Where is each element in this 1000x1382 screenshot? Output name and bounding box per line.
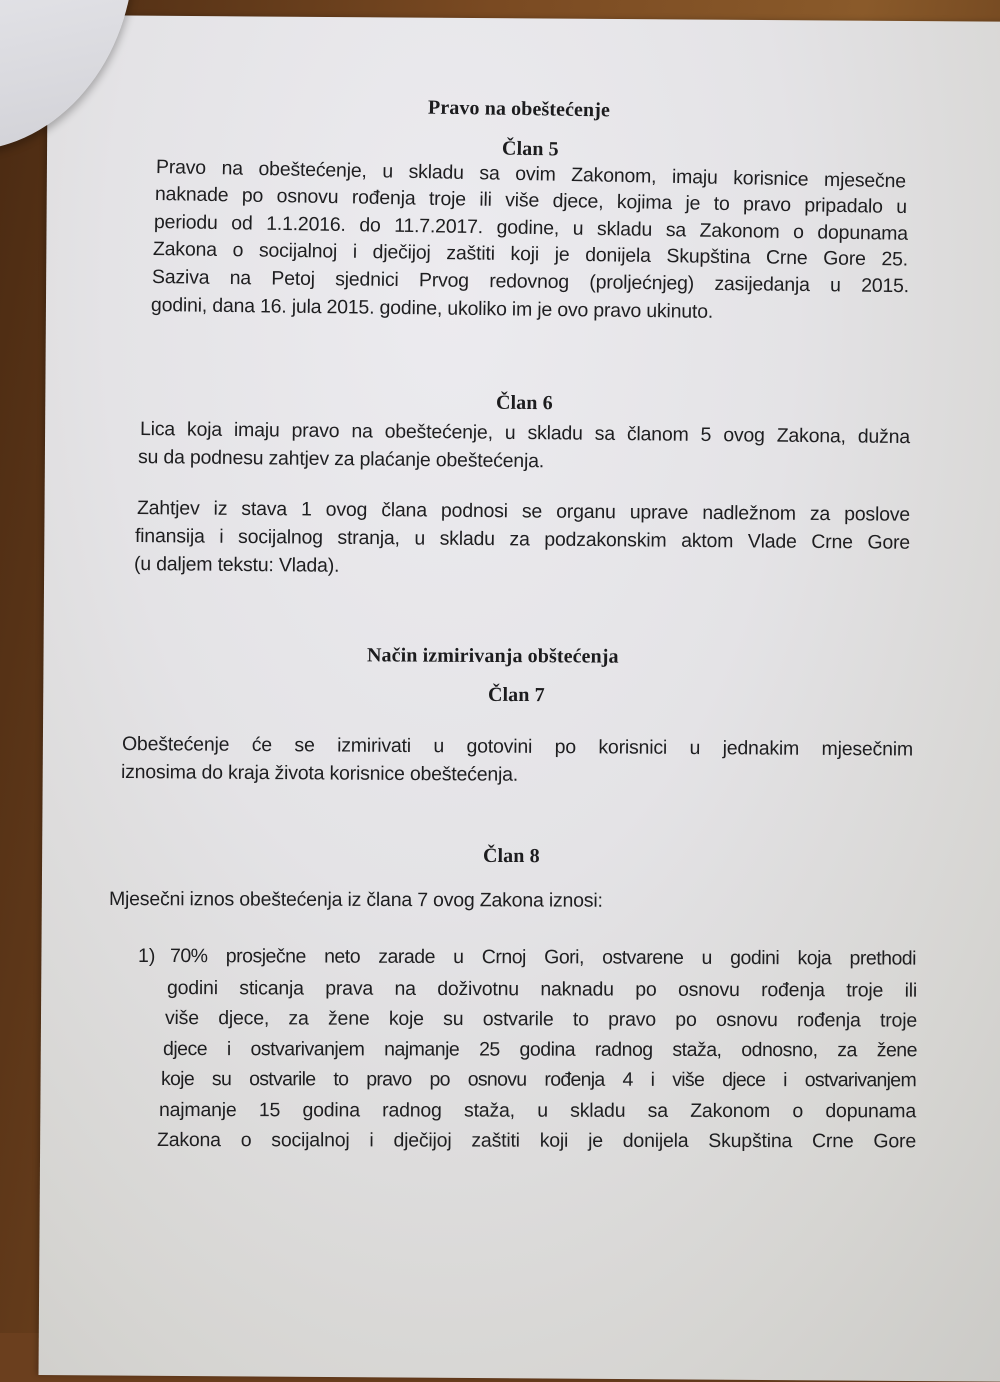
article-5-line: periodu od 1.1.2016. do 11.7.2017. godine, u skladu sa Zakonom o dopunama [153,211,909,245]
article-8-item-1-line: 70% prosječne neto zarade u Crnoj Gori, ostvarene u godini koja prethodi [169,945,917,970]
article-5-line: Zakona o socijalnoj i dječijoj zaštiti koji je donijela Skupština Crne Gore 25. [152,238,909,271]
article-5-line: Pravo na obeštećenje, u skladu sa ovim Zakonom, imaju korisnice mjesečne [155,156,907,193]
article-5-line: Saziva na Petoj sjednici Prvog redovnog (proljećnjeg) zasijedanja u 2015. [151,266,910,298]
article-5-line: naknade po osnovu rođenja troje ili više djece, kojima je to pravo pripadalo u [154,183,908,219]
article-7-title: Član 7 [487,683,545,707]
article-8-item-1-line: Zakona o socijalnoj i dječijoj zaštiti koji je donijela Skupština Crne Gore [156,1129,917,1153]
article-8-item-number: 1) [138,945,156,967]
article-8-item-1-line: koje su ostvarile to pravo po osnovu rođenja 4 i više djece i ostvarivanjem [160,1068,917,1092]
article-6-title: Član 6 [495,391,553,415]
article-7-line: Obeštećenje će se izmirivati u gotovini po korisnici u jednakim mjesečnim [121,733,914,761]
section-title-pravo-na-obestecenje: Pravo na obeštećenje [427,96,611,122]
article-6-paragraph-2-line: (u daljem tekstu: Vlada). [133,553,340,577]
section-title-nacin-izmirivanja: Način izmirivanja obštećenja [366,644,619,668]
article-5-title: Član 5 [501,137,559,161]
article-6-paragraph-1-line: su da podnesu zahtjev za plaćanje obeštećenja. [137,446,545,473]
article-8-item-1-line: najmanje 15 godina radnog staža, u skladu sa Zakonom o dopunama [158,1099,917,1123]
article-6-paragraph-1-line: Lica koja imaju pravo na obeštećenje, u skladu sa članom 5 ovog Zakona, dužna [139,418,911,449]
article-7-line: iznosima do kraja života korisnice obeštećenja. [120,761,519,786]
article-6-paragraph-2-line: Zahtjev iz stava 1 ovog člana podnosi se organu uprave nadležnom za poslove [136,497,911,526]
article-8-title: Član 8 [482,844,540,868]
article-6-paragraph-2-line: finansija i socijalnog stranja, u skladu za podzakonskim aktom Vlade Crne Gore [134,525,911,554]
article-8-item-1-line: godini sticanja prava na doživotnu naknadu po osnovu rođenja troje ili [166,977,918,1002]
article-8-item-1-line: više djece, za žene koje su ostvarile to pravo po osnovu rođenja troje [164,1007,918,1032]
article-8-item-1-line: djece i ostvarivanjem najmanje 25 godina radnog staža, odnosno, za žene [162,1038,918,1062]
article-8-intro: Mjesečni iznos obeštećenja iz člana 7 ovog Zakona iznosi: [108,888,603,912]
article-5-line: godini, dana 16. jula 2015. godine, ukoliko im je ovo pravo ukinuto. [150,294,714,323]
